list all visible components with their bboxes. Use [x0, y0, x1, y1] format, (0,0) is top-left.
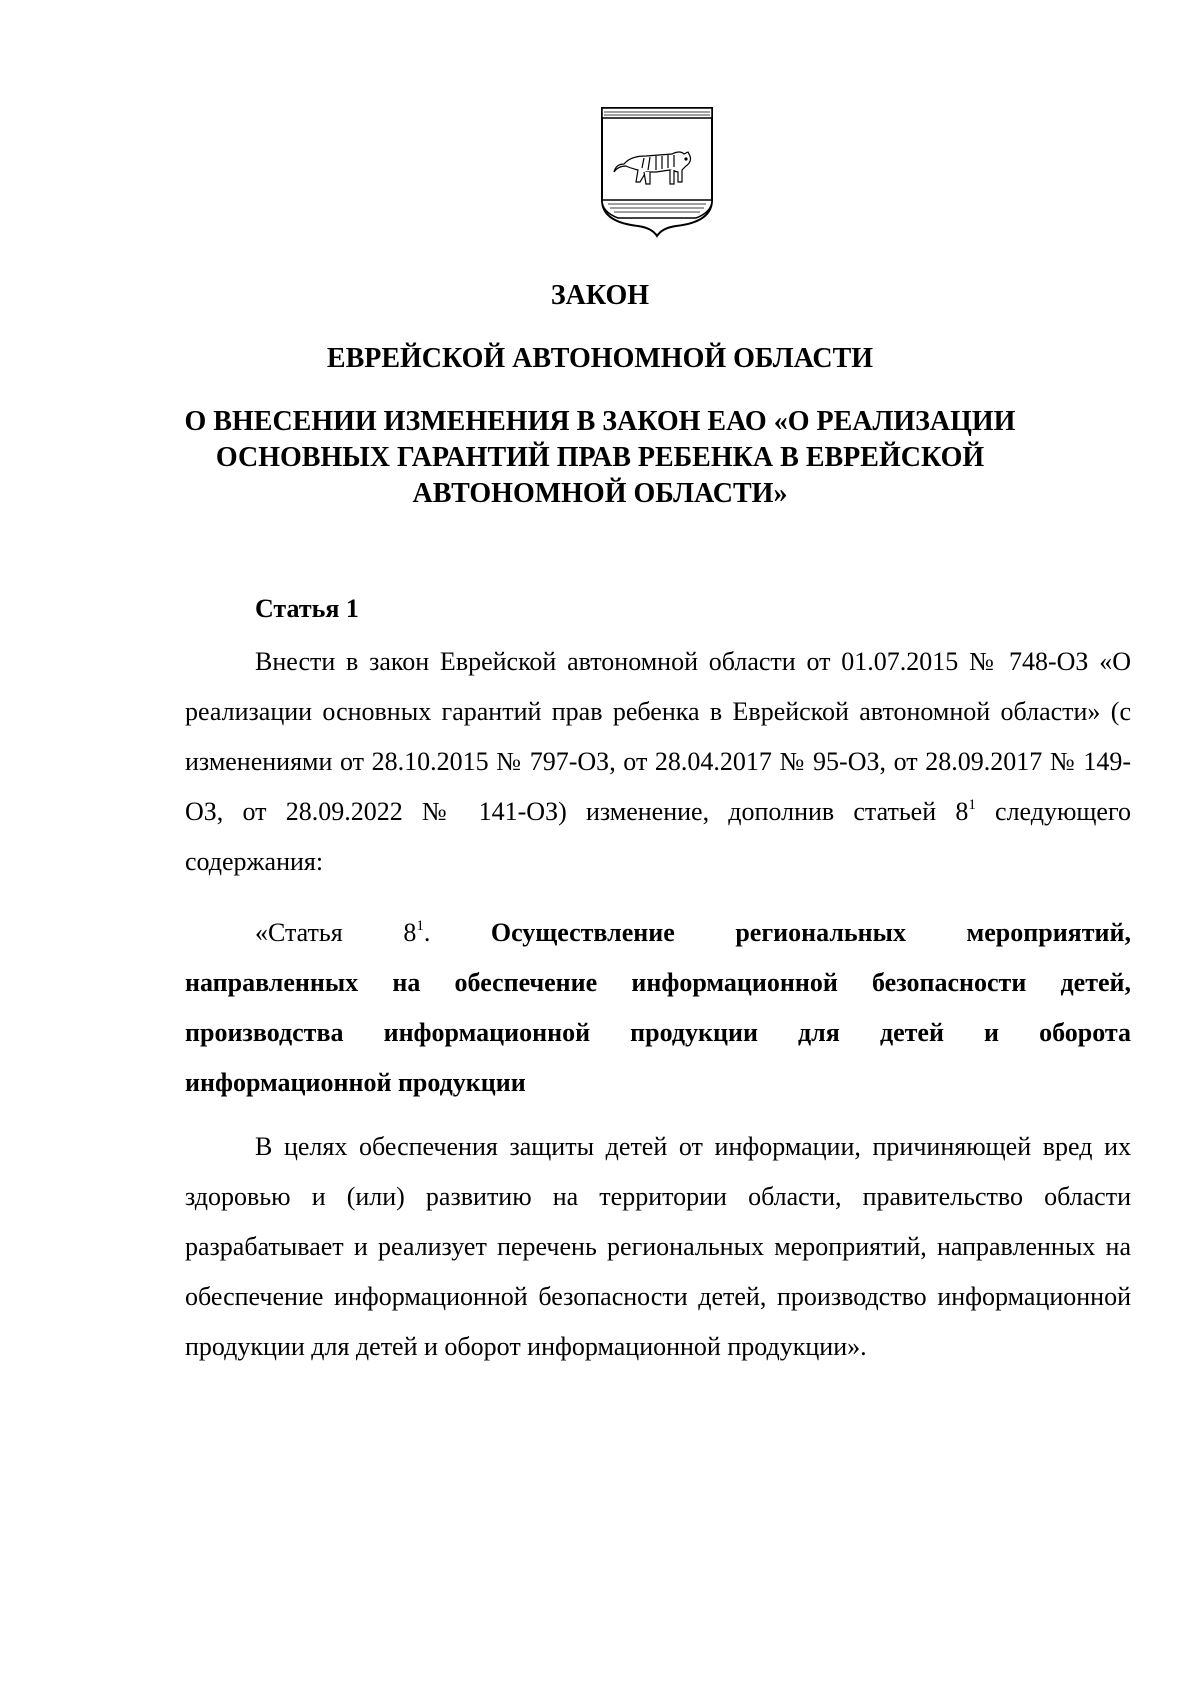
coat-of-arms-icon: [596, 104, 718, 238]
article-number-value: 8: [403, 918, 417, 947]
article-heading: Статья 1: [255, 594, 359, 623]
article-number-superscript: 1: [416, 918, 424, 934]
intro-text: Внести в закон Еврейской автономной области от 01.07.2015 № 748-ОЗ «О реализации основных гарантий прав ребенка в Еврейской автономной области» (с изменениями от 28.10.2015 № 797-ОЗ, от 28.04.2017 № 95-ОЗ, от 28.09.2017 № 149-ОЗ, от 28.09.2022 № 141-ОЗ) изменение, дополнив статьей 8: [185, 647, 1131, 826]
quoted-word-statya: «Статья: [255, 918, 343, 947]
subject-title: [0, 404, 1200, 512]
quoted-title-word: Осуществление: [490, 918, 675, 947]
quoted-article-number: [403, 908, 430, 958]
region-title: ЕВРЕЙСКОЙ АВТОНОМНОЙ ОБЛАСТИ: [326, 343, 874, 374]
article-number-dot: .: [423, 918, 431, 947]
quoted-title-word: мероприятий,: [966, 918, 1131, 947]
document-title: ЗАКОН: [550, 280, 650, 311]
quoted-title-rest: направленных на обеспечение информационной безопасности детей, производства информационной продукции для детей и оборота информационной продукции: [185, 968, 1131, 1097]
quoted-title-first-line: [185, 908, 1131, 958]
article-intro-paragraph: [185, 637, 1131, 887]
quoted-article-body: В целях обеспечения защиты детей от информации, причиняющей вред их здоровью и (или) развитию на территории области, правительство области разрабатывает и реализует перечень региональных мероприятий, направленных на обеспечение информационной безопасности детей, производство информационной продукции для детей и оборот информационной продукции».: [185, 1132, 1131, 1361]
quoted-title-word: региональных: [735, 918, 906, 947]
intro-end-text: следующего содержания:: [185, 797, 1131, 876]
subject-line: О ВНЕСЕНИИ ИЗМЕНЕНИЯ В ЗАКОН ЕАО «О РЕАЛИЗАЦИИ: [184, 406, 1016, 437]
subject-line: АВТОНОМНОЙ ОБЛАСТИ»: [412, 478, 788, 509]
intro-superscript: 1: [968, 797, 976, 813]
subject-line: ОСНОВНЫХ ГАРАНТИЙ ПРАВ РЕБЕНКА В ЕВРЕЙСКОЙ: [215, 442, 985, 473]
quoted-article-title: [185, 908, 1131, 1108]
